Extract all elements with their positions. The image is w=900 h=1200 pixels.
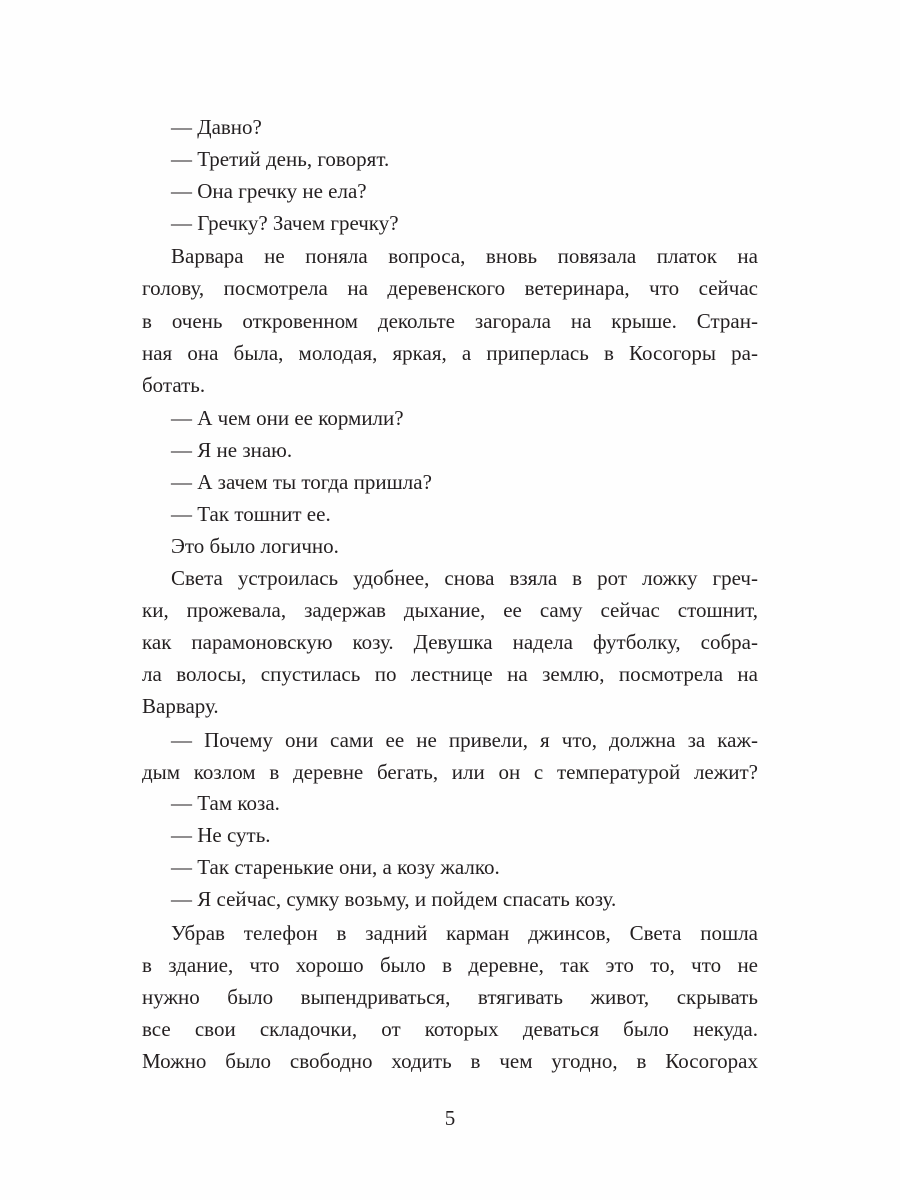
text-line: в очень откровенном декольте загорала на крыше. Стран-	[142, 309, 758, 333]
text-line: ла волосы, спустилась по лестнице на землю, посмотрела на	[142, 662, 758, 686]
text-line: — Давно?	[171, 115, 262, 139]
text-line: — Она гречку не ела?	[171, 179, 367, 203]
text-line: — Я не знаю.	[171, 438, 293, 462]
text-line: ная она была, молодая, яркая, а приперлась в Косогоры ра-	[142, 341, 758, 365]
text-line: — Так тошнит ее.	[171, 502, 331, 526]
text-line: как парамоновскую козу. Девушка надела футболку, собра-	[142, 630, 758, 654]
text-line: все свои складочки, от которых деваться было некуда.	[142, 1017, 758, 1041]
text-line: Варвару.	[142, 694, 219, 718]
text-line: Это было логично.	[171, 534, 339, 558]
text-line: Убрав телефон в задний карман джинсов, Света пошла	[171, 921, 758, 945]
text-line: голову, посмотрела на деревенского ветеринара, что сейчас	[142, 276, 758, 300]
text-line: Варвара не поняла вопроса, вновь повязала платок на	[171, 244, 758, 268]
text-line: Света устроилась удобнее, снова взяла в рот ложку греч-	[171, 566, 758, 590]
text-line: — Третий день, говорят.	[171, 147, 390, 171]
text-line: — Там коза.	[171, 791, 280, 815]
text-line: в здание, что хорошо было в деревне, так это то, что не	[142, 953, 758, 977]
text-line: ботать.	[142, 373, 206, 397]
text-line: — А чем они ее кормили?	[171, 406, 404, 430]
text-line: — Не суть.	[171, 823, 271, 847]
text-line: — Я сейчас, сумку возьму, и пойдем спасать козу.	[171, 887, 617, 911]
text-line: — Гречку? Зачем гречку?	[171, 211, 399, 235]
text-line: нужно было выпендриваться, втягивать живот, скрывать	[142, 985, 758, 1009]
page-number: 5	[444, 1106, 456, 1130]
text-line: — А зачем ты тогда пришла?	[171, 470, 432, 494]
text-line: — Так старенькие они, а козу жалко.	[171, 855, 500, 879]
text-line: дым козлом в деревне бегать, или он с температурой лежит?	[142, 760, 758, 784]
text-line: Можно было свободно ходить в чем угодно, в Косогорах	[142, 1049, 758, 1073]
text-line: ки, прожевала, задержав дыхание, ее саму сейчас стошнит,	[142, 598, 758, 622]
text-line: — Почему они сами ее не привели, я что, должна за каж-	[171, 728, 758, 752]
